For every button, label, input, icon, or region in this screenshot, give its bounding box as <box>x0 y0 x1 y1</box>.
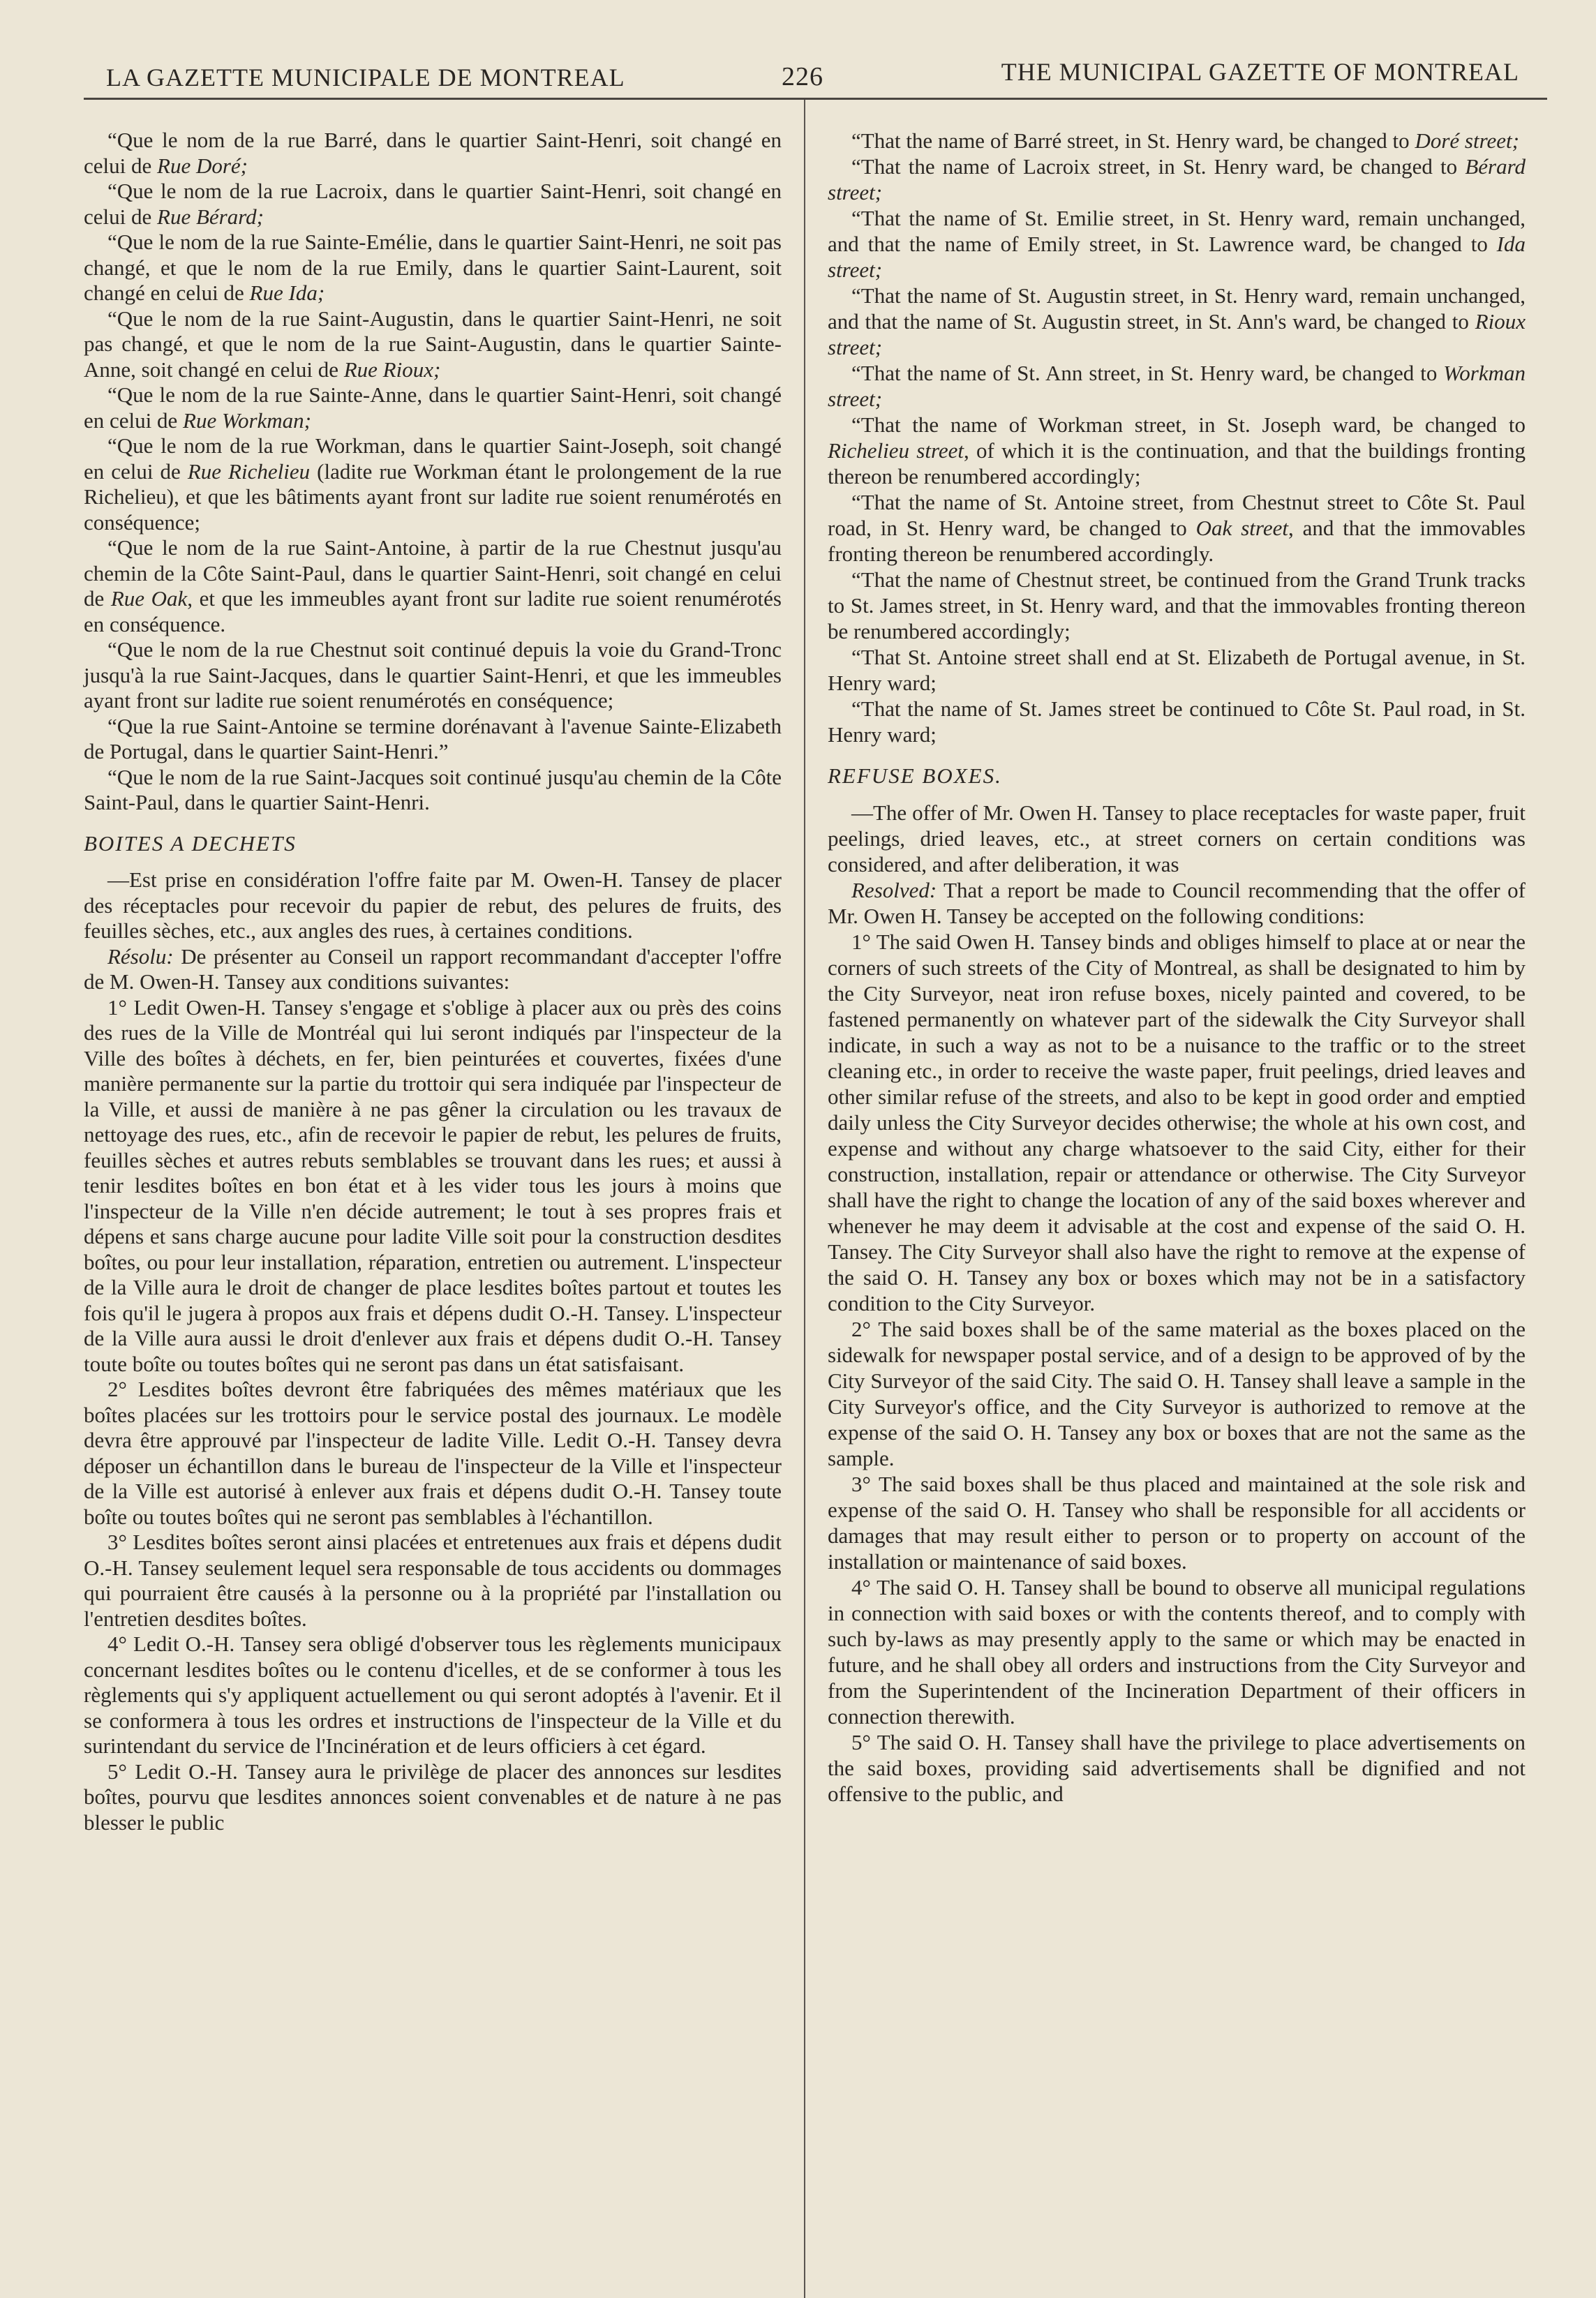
fr-paragraph: Résolu: De présenter au Conseil un rapport recommandant d'accepter l'offre de M. Owen-H. Tansey aux conditions suivantes: <box>84 943 782 994</box>
fr-paragraph: “Que le nom de la rue Sainte-Emélie, dans le quartier Saint-Henri, ne soit pas changé, et que le nom de la rue Emily, dans le quartier Saint-Laurent, soit changé en celui de Rue Ida; <box>84 230 782 305</box>
en-paragraph: “That the name of Workman street, in St. Joseph ward, be changed to Richelieu street, of which it is the continuation, and that the buildings fronting thereon be renumbered accordingly; <box>828 412 1526 488</box>
fr-condition: 2° Lesdites boîtes devront être fabriquées des mêmes matériaux que les boîtes placées sur les trottoirs pour le service postal des journaux. Le modèle devra être approuvé par l'inspecteur de ladite Ville. Ledit O.-H. Tansey devra déposer un échantillon dans le bureau de l'inspecteur de la Ville et l'inspecteur de la Ville est autorisé à enlever aux frais et dépens dudit O.-H. Tansey toute boîte ou toutes boîtes qui ne seront pas semblables à l'échantillon. <box>84 1377 782 1529</box>
fr-paragraph: “Que le nom de la rue Saint-Augustin, dans le quartier Saint-Henri, ne soit pas changé, et que le nom de la rue Saint-Augustin, dans le quartier Sainte-Anne, soit changé en celui de Rue Rioux; <box>84 306 782 382</box>
fr-paragraph: “Que le nom de la rue Workman, dans le quartier Saint-Joseph, soit changé en celui de Rue Richelieu (ladite rue Workman étant le prolongement de la rue Richelieu), et que les bâtiments ayant front sur ladite rue soient renumérotés en conséquence; <box>84 433 782 535</box>
fr-paragraph: —Est prise en considération l'offre faite par M. Owen-H. Tansey de placer des réceptacles pour recevoir du papier de rebut, des pelures de fruits, des feuilles sèches, etc., aux angles des rues, à certaines conditions. <box>84 867 782 943</box>
fr-section-heading: BOITES A DECHETS <box>84 830 297 856</box>
two-column-body <box>84 128 1547 2298</box>
fr-condition: 4° Ledit O.-H. Tansey sera obligé d'observer tous les règlements municipaux concernant lesdites boîtes ou le contenu d'icelles, et de se conformer à tous les règlements qui s'y appliquent actuellement ou qui seront adoptés à l'avenir. Et il se conformera à tous les ordres et instructions de l'inspecteur de la Ville et du surintendant du service de l'Incinération et de leurs officiers à cet égard. <box>84 1632 782 1758</box>
page-number: 226 <box>782 62 823 91</box>
fr-paragraph: “Que le nom de la rue Saint-Antoine, à partir de la rue Chestnut jusqu'au chemin de la Côte Saint-Paul, dans le quartier Saint-Henri, soit changé en celui de Rue Oak, et que les immeubles ayant front sur ladite rue soient renumérotés en conséquence. <box>84 535 782 636</box>
en-paragraph: “That the name of St. James street be continued to Côte St. Paul road, in St. Henry ward; <box>828 696 1526 747</box>
en-condition: 2° The said boxes shall be of the same material as the boxes placed on the sidewalk for newspaper postal service, and of a design to be approved of by the City Surveyor of the said City. The said O. H. Tansey shall leave a sample in the City Surveyor's office, and the City Surveyor is authorized to remove at the expense of the said O. H. Tansey any box or boxes that are not the same as the sample. <box>828 1317 1526 1470</box>
fr-condition: 1° Ledit Owen-H. Tansey s'engage et s'oblige à placer aux ou près des coins des rues de la Ville de Montréal qui lui seront indiqués par l'inspecteur de la Ville des boîtes à déchets, en fer, bien peinturées et couvertes, fixées d'une manière permanente sur la partie du trottoir qui sera indiquée par l'inspecteur de la Ville, et aussi de manière à ne pas gêner la circulation ou les travaux de nettoyage des rues, etc., afin de recevoir le papier de rebut, les pelures de fruits, feuilles sèches et autres rebuts semblables se trouvant dans les rues; et aussi à tenir lesdites boîtes en bon état et à les vider tous les jours à moins que l'inspecteur de la Ville n'en décide autrement; le tout à ses propres frais et dépens et sans charge aucune pour ladite Ville soit pour la construction desdites boîtes, ou pour leur installation, réparation, entretien ou autrement. L'inspecteur de la Ville aura le droit de changer de place lesdites boîtes partout et toutes les fois qu'il le jugera à propos aux frais et dépens dudit O.-H. Tansey. L'inspecteur de la Ville aura aussi le droit d'enlever aux frais et dépens dudit O.-H. Tansey toute boîte ou toutes boîtes qui ne seront pas dans un état satisfaisant. <box>84 994 782 1376</box>
en-condition: 4° The said O. H. Tansey shall be bound to observe all municipal regulations in connection with said boxes or with the contents thereof, and to comply with such by-laws as may presently apply to the same or which may be enacted in future, and he shall obey all orders and instructions from the City Surveyor and from the Superintendent of the Incineration Department of their officers in connection therewith. <box>828 1575 1526 1729</box>
fr-condition: 3° Lesdites boîtes seront ainsi placées et entretenues aux frais et dépens dudit O.-H. Tansey seulement lequel sera responsable de tous accidents ou dommages qui pourraient être causés à la personne ou à la propriété par l'installation ou l'entretien desdites boîtes. <box>84 1530 782 1631</box>
en-paragraph: “That St. Antoine street shall end at St. Elizabeth de Portugal avenue, in St. Henry ward; <box>828 645 1526 695</box>
page-header <box>84 49 1547 100</box>
fr-paragraph: “Que la rue Saint-Antoine se termine dorénavant à l'avenue Sainte-Elizabeth de Portugal, dans le quartier Saint-Henri.” <box>84 713 782 763</box>
fr-paragraph: “Que le nom de la rue Saint-Jacques soit continué jusqu'au chemin de la Côte Saint-Paul, dans le quartier Saint-Henri. <box>84 764 782 814</box>
en-condition: 3° The said boxes shall be thus placed and maintained at the sole risk and expense of the said O. H. Tansey who shall be responsible for all accidents or damages that may result either to person or to property on account of the installation or maintenance of said boxes. <box>828 1472 1526 1574</box>
en-paragraph: “That the name of Barré street, in St. Henry ward, be changed to Doré street; <box>851 128 1519 153</box>
en-paragraph: “That the name of St. Augustin street, in St. Henry ward, remain unchanged, and that the name of St. Augustin street, in St. Ann's ward, be changed to Rioux street; <box>828 283 1526 359</box>
en-paragraph: Resolved: That a report be made to Council recommending that the offer of Mr. Owen H. Tansey be accepted on the following conditions: <box>828 878 1526 928</box>
header-french-title: LA GAZETTE MUNICIPALE DE MONTREAL <box>106 64 625 91</box>
en-paragraph: “That the name of Chestnut street, be continued from the Grand Trunk tracks to St. James street, in St. Henry ward, and that the immovables fronting thereon be renumbered accordingly; <box>828 567 1526 643</box>
en-paragraph: “That the name of St. Antoine street, from Chestnut street to Côte St. Paul road, in St. Henry ward, be changed to Oak street, and that the immovables fronting thereon be renumbered accordingly. <box>828 490 1526 566</box>
en-paragraph: “That the name of St. Emilie street, in St. Henry ward, remain unchanged, and that the name of Emily street, in St. Lawrence ward, be changed to Ida street; <box>828 206 1526 282</box>
header-english-title: THE MUNICIPAL GAZETTE OF MONTREAL <box>1001 58 1519 86</box>
en-section-heading: REFUSE BOXES. <box>828 763 1002 788</box>
english-column <box>805 128 1526 2298</box>
fr-paragraph: “Que le nom de la rue Lacroix, dans le quartier Saint-Henri, soit changé en celui de Rue Bérard; <box>84 179 782 229</box>
fr-paragraph: “Que le nom de la rue Barré, dans le quartier Saint-Henri, soit changé en celui de Rue Doré; <box>84 128 782 178</box>
en-condition: 5° The said O. H. Tansey shall have the privilege to place advertisements on the said boxes, providing said advertisements shall be dignified and not offensive to the public, and <box>828 1730 1526 1806</box>
fr-paragraph: “Que le nom de la rue Sainte-Anne, dans le quartier Saint-Henri, soit changé en celui de Rue Workman; <box>84 382 782 433</box>
en-condition: 1° The said Owen H. Tansey binds and obliges himself to place at or near the corners of such streets of the City of Montreal, as shall be designated to him by the City Surveyor, neat iron refuse boxes, nicely painted and covered, to be fastened permanently on whatever part of the sidewalk the City Surveyor shall indicate, in such a way as not to be a nuisance to the traffic or to the street cleaning etc., in order to receive the waste paper, fruit peelings, dried leaves and other similar refuse of the streets, and also to be kept in good order and emptied daily unless the City Surveyor decides otherwise; the whole at his own cost, and expense and without any charge whatsoever to the said City, either for their construction, installation, repair or attendance or otherwise. The City Surveyor shall have the right to change the location of any of the said boxes wherever and whenever he may deem it advisable at the cost and expense of the said O. H. Tansey. The City Surveyor shall also have the right to remove at the expense of the said O. H. Tansey any box or boxes which may not be in a satisfactory condition to the City Surveyor. <box>828 930 1526 1315</box>
en-paragraph: “That the name of St. Ann street, in St. Henry ward, be changed to Workman street; <box>828 361 1526 411</box>
fr-condition: 5° Ledit O.-H. Tansey aura le privilège de placer des annonces sur lesdites boîtes, pourvu que lesdites annonces soient convenables et de nature à ne pas blesser le public <box>84 1759 782 1835</box>
fr-paragraph: “Que le nom de la rue Chestnut soit continué depuis la voie du Grand-Tronc jusqu'à la rue Saint-Jacques, dans le quartier Saint-Henri, et que les immeubles ayant front sur ladite rue soient renumérotés en conséquence; <box>84 637 782 712</box>
en-paragraph: —The offer of Mr. Owen H. Tansey to place receptacles for waste paper, fruit peelings, dried leaves, etc., at street corners on certain conditions was considered, and after deliberation, it was <box>828 800 1526 876</box>
en-paragraph: “That the name of Lacroix street, in St. Henry ward, be changed to Bérard street; <box>828 154 1526 204</box>
french-column <box>84 128 804 2298</box>
